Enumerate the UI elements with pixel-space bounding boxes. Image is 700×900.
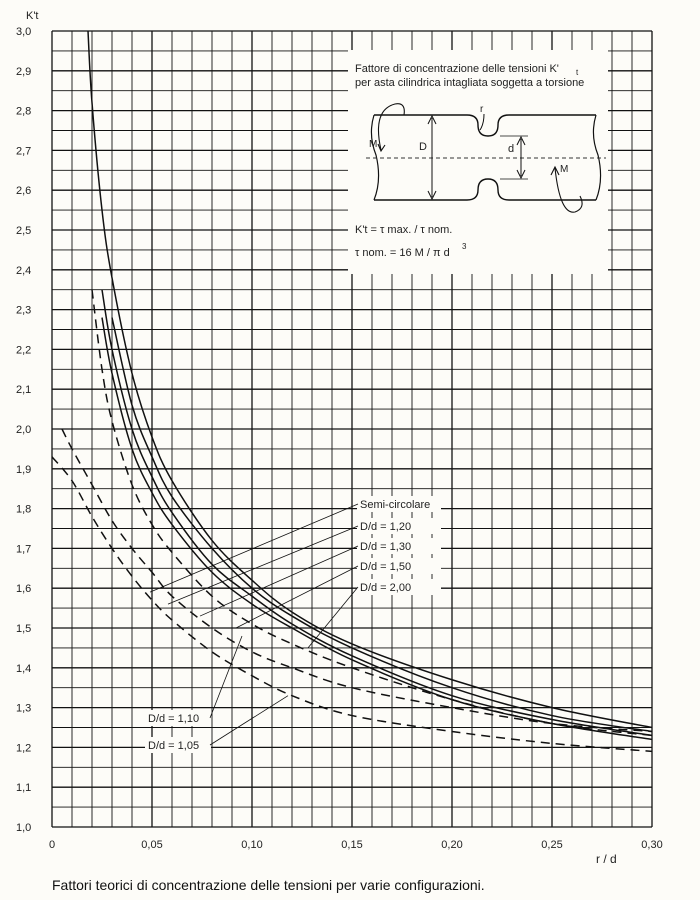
y-tick-label: 2,0 — [16, 424, 32, 436]
y-tick-label: 1,2 — [16, 742, 32, 755]
legend-label: D/d = 1,05 — [148, 740, 200, 752]
y-tick-label: 2,6 — [16, 185, 32, 198]
formula-tau-nom: τ nom. = 16 M / π d — [355, 247, 450, 259]
y-axis-label: K't — [26, 10, 39, 22]
inset-title-line2: per asta cilindrica intagliata soggetta a torsione — [355, 77, 585, 89]
legend-label: D/d = 1,30 — [360, 541, 412, 553]
y-tick-label: 3,0 — [16, 26, 32, 38]
y-tick-label: 2,9 — [16, 65, 32, 78]
inset-title-subscript: t — [576, 68, 579, 77]
formula-kt: K't = τ max. / τ nom. — [355, 224, 453, 236]
y-tick-label: 1,3 — [16, 702, 32, 715]
x-tick-label: 0,20 — [441, 839, 463, 851]
x-tick-label: 0 — [48, 839, 56, 851]
moment-label-left: M — [369, 139, 378, 150]
y-tick-label: 1,4 — [16, 662, 32, 675]
legend-leader-line — [210, 696, 288, 745]
y-tick-label: 1,9 — [16, 463, 32, 476]
y-tick-label: 1,8 — [16, 503, 32, 516]
y-tick-label: 1,5 — [16, 623, 32, 635]
legend-label: D/d = 2,00 — [360, 582, 412, 594]
x-tick-label: 0,05 — [141, 839, 163, 851]
legend-label: D/d = 1,20 — [360, 521, 412, 533]
dimension-d-label: d — [508, 143, 515, 155]
inset-title-line1: Fattore di concentrazione delle tensioni K' — [355, 63, 559, 75]
y-tick-label: 1,0 — [16, 822, 32, 834]
inset-diagram — [348, 50, 608, 274]
formula-tau-nom-exponent: 3 — [462, 242, 467, 251]
y-tick-label: 2,8 — [16, 105, 32, 118]
x-axis-label: r / d — [596, 852, 617, 866]
y-tick-label: 1,6 — [16, 583, 32, 596]
x-tick-label: 0,15 — [341, 839, 363, 851]
x-tick-label: 0,25 — [541, 839, 563, 851]
radius-label: r — [480, 104, 484, 115]
figure-caption: Fattori teorici di concentrazione delle tensioni per varie configurazioni. — [52, 877, 485, 893]
legend-label: D/d = 1,50 — [360, 561, 412, 573]
y-tick-label: 2,3 — [16, 304, 32, 317]
legend-label: D/d = 1,10 — [148, 713, 200, 725]
moment-label-right: M — [560, 164, 569, 175]
legend-leader-line — [168, 526, 358, 604]
x-tick-label: 0,30 — [641, 839, 663, 851]
y-tick-label: 1,1 — [16, 782, 32, 795]
x-tick-label: 0,10 — [241, 839, 263, 851]
dimension-D-label: D — [419, 141, 427, 153]
y-tick-label: 1,7 — [16, 543, 32, 556]
y-tick-label: 2,7 — [16, 145, 32, 158]
y-tick-label: 2,1 — [16, 384, 32, 397]
legend-label: Semi-circolare — [360, 499, 431, 511]
y-tick-label: 2,4 — [16, 264, 32, 277]
y-tick-label: 2,5 — [16, 225, 32, 237]
y-tick-label: 2,2 — [16, 344, 32, 357]
series-line-d-d-1-30 — [102, 290, 652, 736]
